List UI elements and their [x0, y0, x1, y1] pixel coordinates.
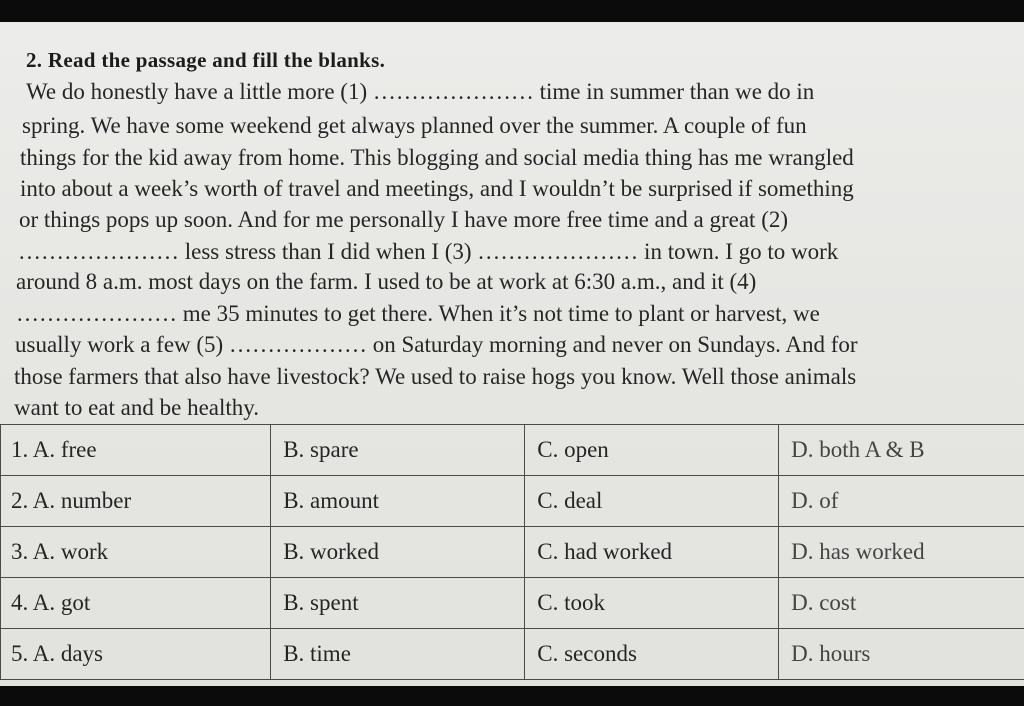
option-cell-1b: B. spare	[271, 425, 525, 476]
option-cell-5c: C. seconds	[525, 629, 779, 680]
passage-line-11: want to eat and be healthy.	[14, 395, 260, 420]
option-cell-5b: B. time	[271, 629, 525, 680]
answer-options-table	[0, 424, 1024, 680]
passage-line-1: We do honestly have a little more (1) ………………… time in summer than we do in	[26, 79, 815, 104]
option-cell-1a: 1. A. free	[1, 425, 271, 476]
option-cell-1c: C. open	[525, 425, 779, 476]
option-cell-1d: D. both A & B	[779, 425, 1024, 476]
worksheet-page	[0, 22, 1024, 686]
passage-line-6: ………………… less stress than I did when I (3) ………………… in town. I go to work	[18, 239, 839, 264]
option-cell-4c: C. took	[525, 578, 779, 629]
option-cell-5a: 5. A. days	[1, 629, 271, 680]
passage-line-2: spring. We have some weekend get always planned over the summer. A couple of fun	[22, 113, 807, 138]
table-row	[1, 425, 1024, 476]
option-cell-4d: D. cost	[779, 578, 1024, 629]
option-cell-3d: D. has worked	[779, 527, 1024, 578]
table-row	[1, 578, 1024, 629]
table-row	[1, 476, 1024, 527]
table-row	[1, 629, 1024, 680]
option-cell-2a: 2. A. number	[1, 476, 271, 527]
passage-line-8: ………………… me 35 minutes to get there. When it’s not time to plant or harvest, we	[16, 301, 820, 326]
passage-line-4: into about a week’s worth of travel and meetings, and I wouldn’t be surprised if something	[20, 176, 854, 201]
table-row	[1, 527, 1024, 578]
passage-line-9: usually work a few (5) ……………… on Saturday morning and never on Sundays. And for	[15, 332, 858, 357]
option-cell-3b: B. worked	[271, 527, 525, 578]
passage-line-7: around 8 a.m. most days on the farm. I used to be at work at 6:30 a.m., and it (4)	[16, 269, 757, 294]
option-cell-2b: B. amount	[271, 476, 525, 527]
passage-line-10: those farmers that also have livestock? We used to raise hogs you know. Well those animals	[14, 364, 857, 389]
option-cell-4a: 4. A. got	[1, 578, 271, 629]
exercise-heading: 2. Read the passage and fill the blanks.	[26, 48, 386, 72]
option-cell-3a: 3. A. work	[1, 527, 271, 578]
passage-line-3: things for the kid away from home. This blogging and social media thing has me wrangled	[20, 145, 854, 170]
option-cell-2d: D. of	[779, 476, 1024, 527]
option-cell-3c: C. had worked	[525, 527, 779, 578]
option-cell-2c: C. deal	[525, 476, 779, 527]
option-cell-4b: B. spent	[271, 578, 525, 629]
passage-line-5: or things pops up soon. And for me personally I have more free time and a great (2)	[19, 207, 789, 232]
option-cell-5d: D. hours	[779, 629, 1024, 680]
